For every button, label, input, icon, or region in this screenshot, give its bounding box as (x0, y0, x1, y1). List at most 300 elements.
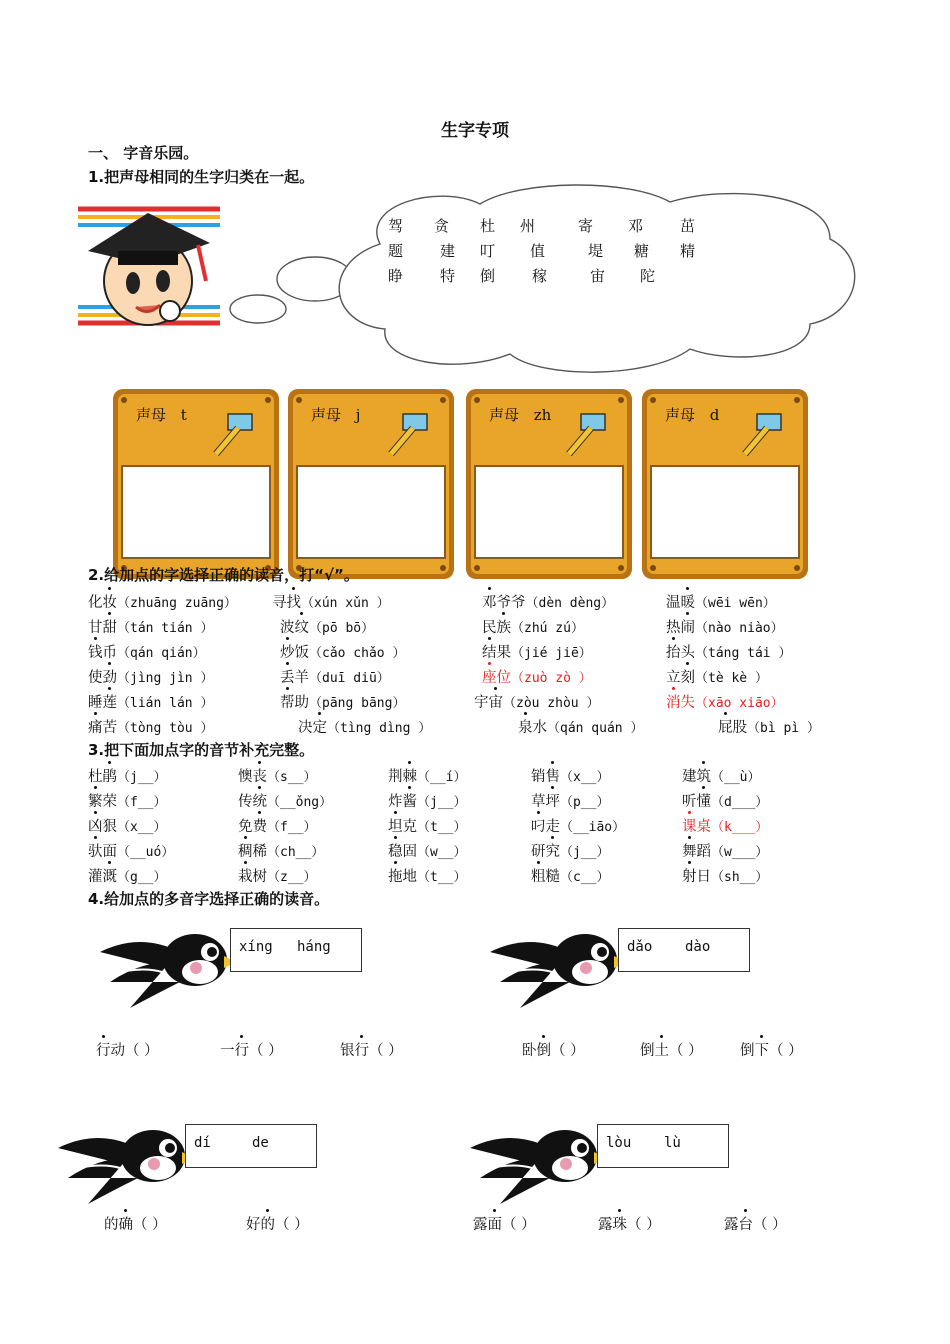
word-char: 暖 (681, 591, 696, 612)
word-char: 露 (598, 1217, 613, 1233)
syllable-item (238, 840, 324, 861)
char: 特 (440, 267, 456, 285)
word-char: 立 (666, 670, 681, 686)
word-char: 甜 (103, 616, 118, 637)
pinyin-choice[interactable]: （pō bō） (309, 621, 375, 636)
reading-item (666, 616, 784, 637)
polyphone-item[interactable] (640, 1039, 703, 1060)
word-char: 灌 (88, 869, 103, 885)
word-char: 研 (531, 844, 546, 860)
student-cartoon-icon (78, 203, 220, 329)
word-char: 走 (545, 819, 560, 835)
pinyin-choice[interactable]: （xāo xiāo） (695, 696, 784, 711)
word-char: 果 (496, 645, 511, 661)
word-char: 稀 (252, 844, 267, 860)
reading-item (718, 716, 820, 737)
answer-blank: （ ） (551, 1043, 585, 1059)
pinyin-choice[interactable]: （__ù） (711, 770, 761, 785)
word-char: 坦 (388, 815, 403, 836)
reading-item (280, 666, 390, 687)
reading-item (272, 591, 390, 612)
syllable-item (531, 765, 609, 786)
char: 建 (440, 242, 456, 260)
question-3-heading: 3.把下面加点字的音节补充完整。 (88, 741, 315, 759)
pinyin-choice[interactable]: （duī diū） (309, 671, 390, 686)
answer-blank: （ ） (769, 1043, 803, 1059)
word-char: 行 (235, 1039, 250, 1060)
word-char: 好 (246, 1217, 261, 1233)
answer-blank: （ ） (753, 1217, 787, 1233)
board-initial: zh (529, 406, 552, 424)
pinyin-choice[interactable]: （j__） (117, 770, 167, 785)
reading-item (280, 641, 405, 662)
word-char: 劲 (103, 666, 118, 687)
word-char: 帮 (280, 691, 295, 712)
word-char: 助 (294, 695, 309, 711)
polyphone-item[interactable] (220, 1039, 283, 1060)
board-label-text: 声母 (136, 406, 167, 424)
word-char: 倒 (537, 1039, 552, 1060)
word-char: 饭 (294, 645, 309, 661)
char: 堤 (588, 242, 604, 260)
pinyin-options-box (230, 928, 362, 972)
syllable-item (88, 840, 174, 861)
word-char: 寻 (272, 595, 287, 611)
word-char: 纹 (295, 616, 310, 637)
cloud-row-2 (388, 240, 695, 261)
word-char: 坪 (546, 790, 561, 811)
reading-item (280, 691, 405, 712)
swallow-icon (100, 922, 240, 1016)
board-label (665, 404, 719, 425)
pinyin-choice[interactable]: （c__） (560, 870, 610, 885)
answer-box[interactable] (652, 468, 798, 556)
pinyin-choice[interactable]: （x__） (560, 770, 610, 785)
syllable-item (531, 790, 609, 811)
syllable-item (238, 790, 332, 811)
word-char: 杜 (88, 769, 103, 785)
word-char: 使 (88, 670, 103, 686)
word-char: 的 (104, 1217, 119, 1233)
initial-board (112, 388, 278, 578)
word-char: 找 (287, 591, 302, 612)
pinyin-choice[interactable]: （tán tián ） (117, 621, 214, 636)
syllable-item (531, 815, 625, 836)
pinyin-choice[interactable]: （táng tái ） (695, 646, 792, 661)
word-char: 日 (696, 869, 711, 885)
pinyin-choice[interactable]: （tìng dìng ） (327, 721, 432, 736)
syllable-item (682, 840, 768, 861)
word-char: 屁 (718, 716, 733, 737)
pinyin-choice[interactable]: （bì pì ） (747, 721, 820, 736)
word-char: 驮 (88, 840, 103, 861)
polyphone-item[interactable] (522, 1039, 585, 1060)
pinyin-choice[interactable]: （g__） (117, 870, 167, 885)
word-char: 的 (261, 1213, 276, 1234)
word-char: 粗 (531, 865, 546, 886)
word-char: 爷爷 (496, 595, 526, 611)
pinyin-option: lòu (606, 1135, 632, 1151)
reading-item (280, 616, 374, 637)
char: 杜 (480, 217, 496, 235)
pinyin-options-box (618, 928, 750, 972)
answer-blank: （ ） (669, 1043, 703, 1059)
word-char: 结 (482, 641, 497, 662)
initial-board (287, 388, 453, 578)
word-char: 拖 (388, 865, 403, 886)
char: 叮 (480, 242, 496, 260)
polyphone-item[interactable] (104, 1213, 167, 1234)
char: 陀 (640, 267, 656, 285)
reading-item (474, 691, 599, 712)
pinyin-choice[interactable]: （__uó） (117, 845, 175, 860)
word-char: 币 (102, 645, 117, 661)
word-char: 定 (313, 716, 328, 737)
pinyin-option: lù (664, 1135, 681, 1151)
word-char: 栽 (238, 865, 253, 886)
pinyin-choice[interactable]: （sh__） (711, 870, 769, 885)
word-char: 固 (402, 844, 417, 860)
word-char: 草 (531, 794, 546, 810)
word-char: 荣 (102, 794, 117, 810)
word-char: 凶 (88, 815, 103, 836)
char: 题 (388, 242, 404, 260)
char: 驾 (388, 217, 404, 235)
reading-item (88, 591, 237, 612)
char: 茁 (680, 217, 696, 235)
word-char: 决 (298, 720, 313, 736)
syllable-item (682, 765, 760, 786)
word-char: 闹 (681, 616, 696, 637)
char: 糖 (634, 242, 650, 260)
word-char: 露 (724, 1217, 739, 1233)
pinyin-choice[interactable]: （pāng bāng） (309, 696, 406, 711)
pinyin-choice[interactable]: （z__） (267, 870, 317, 885)
reading-item (482, 591, 614, 612)
word-char: 头 (680, 645, 695, 661)
word-char: 苦 (102, 720, 117, 736)
reading-item (88, 716, 213, 737)
syllable-item (88, 790, 166, 811)
word-char: 筑 (697, 765, 712, 786)
board-initial: t (176, 406, 187, 424)
answer-blank: （ ） (275, 1217, 309, 1233)
word-char: 族 (497, 616, 512, 637)
pinyin-choice[interactable]: （s__） (267, 770, 317, 785)
char: 寄 (578, 217, 594, 235)
pinyin-choice[interactable]: （lián lán ） (117, 696, 214, 711)
word-char: 狠 (102, 819, 117, 835)
word-char: 射 (682, 865, 697, 886)
pinyin-choice[interactable]: （dèn dèng） (525, 596, 615, 611)
word-char: 痛 (88, 716, 103, 737)
pinyin-option: de (252, 1135, 269, 1151)
word-char: 宙 (489, 691, 504, 712)
pinyin-choice[interactable]: （j__） (560, 845, 610, 860)
word-char: 售 (546, 765, 561, 786)
question-1-heading: 1.把声母相同的生字归类在一起。 (88, 168, 315, 186)
word-char: 免 (238, 819, 253, 835)
word-char: 钱 (88, 641, 103, 662)
answer-box[interactable] (298, 468, 444, 556)
swallow-icon (490, 922, 630, 1016)
word-char: 行 (355, 1039, 370, 1060)
reading-item (88, 641, 206, 662)
pinyin-choice[interactable]: （w___） (711, 845, 769, 860)
polyphone-item[interactable] (598, 1213, 661, 1234)
char: 宙 (590, 267, 606, 285)
word-char: 传 (238, 794, 253, 810)
word-char: 温 (666, 595, 681, 611)
pinyin-choice[interactable]: （p__） (560, 795, 610, 810)
word-char: 一 (220, 1043, 235, 1059)
reading-item (88, 616, 213, 637)
word-char: 银 (340, 1043, 355, 1059)
char: 州 (520, 217, 536, 235)
initial-board (641, 388, 807, 578)
word-char: 宇 (474, 695, 489, 711)
word-char: 失 (680, 695, 695, 711)
reading-item (482, 666, 592, 687)
pinyin-choice[interactable]: （tè kè ） (695, 671, 768, 686)
word-char: 炒 (280, 641, 295, 662)
reading-item (666, 666, 768, 687)
reading-item (88, 691, 213, 712)
word-char: 邓 (482, 591, 497, 612)
word-char: 动 (110, 1043, 125, 1059)
pinyin-choice[interactable]: （t__） (417, 870, 467, 885)
word-char: 懂 (697, 790, 712, 811)
pinyin-choice[interactable]: （cǎo chǎo ） (309, 646, 406, 661)
word-char: 行 (96, 1039, 111, 1060)
polyphone-item[interactable] (724, 1213, 787, 1234)
board-label (311, 404, 360, 425)
syllable-item (88, 865, 166, 886)
reading-item (518, 716, 643, 737)
char: 倒 (480, 267, 496, 285)
pinyin-choice[interactable]: （wēi wēn） (695, 596, 776, 611)
word-char: 克 (402, 819, 417, 835)
syllable-item (238, 865, 316, 886)
word-char: 刻 (681, 666, 696, 687)
reading-item (666, 591, 776, 612)
syllable-item (682, 865, 768, 886)
board-label (489, 404, 551, 425)
word-char: 棘 (403, 765, 418, 786)
pinyin-choice[interactable]: （zhuāng zuāng） (117, 596, 237, 611)
pinyin-choice[interactable]: （zòu zhòu ） (503, 696, 600, 711)
question-4-heading: 4.给加点的多音字选择正确的读音。 (88, 890, 330, 908)
word-char: 蹈 (696, 844, 711, 860)
pinyin-choice[interactable]: （k___） (711, 820, 769, 835)
answer-blank: （ ） (249, 1043, 283, 1059)
pinyin-choice[interactable]: （zuò zò ） (511, 671, 592, 686)
char: 睁 (388, 267, 404, 285)
word-char: 泉 (518, 716, 533, 737)
char: 精 (680, 242, 696, 260)
char: 值 (530, 242, 546, 260)
syllable-item (531, 865, 609, 886)
word-char: 倒 (740, 1043, 755, 1059)
word-char: 座 (482, 666, 497, 687)
word-char: 稳 (388, 840, 403, 861)
answer-blank: （ ） (369, 1043, 403, 1059)
word-char: 股 (732, 720, 747, 736)
answer-blank: （ ） (133, 1217, 167, 1233)
pinyin-options-box (185, 1124, 317, 1168)
board-label-text: 声母 (311, 406, 342, 424)
answer-box[interactable] (123, 468, 269, 556)
word-char: 统 (253, 790, 268, 811)
reading-item (298, 716, 431, 737)
pinyin-choice[interactable]: （tòng tòu ） (117, 721, 214, 736)
syllable-item (238, 815, 316, 836)
pinyin-choice[interactable]: （x__） (117, 820, 167, 835)
word-char: 土 (655, 1039, 670, 1060)
page-title: 生字专项 (441, 121, 509, 141)
pinyin-option: dǎo (627, 939, 653, 955)
pinyin-choice[interactable]: （qán qián） (117, 646, 206, 661)
reading-item (482, 616, 584, 637)
pinyin-choice[interactable]: （jié jiē） (511, 646, 592, 661)
syllable-item (682, 815, 768, 836)
word-char: 建 (682, 769, 697, 785)
word-char: 听 (682, 794, 697, 810)
question-2-heading: 2.给加点的字选择正确的读音，打“√”。 (88, 566, 359, 584)
word-char: 树 (252, 869, 267, 885)
pinyin-choice[interactable]: （f__） (267, 820, 317, 835)
word-char: 糙 (545, 869, 560, 885)
section-heading: 一、 字音乐园。 (88, 144, 199, 162)
word-char: 波 (280, 620, 295, 636)
pinyin-option: dí (194, 1135, 211, 1151)
reading-item (666, 691, 784, 712)
word-char: 地 (402, 869, 417, 885)
word-char: 溉 (103, 865, 118, 886)
syllable-item (388, 865, 466, 886)
word-char: 丢 (280, 666, 295, 687)
board-label (136, 404, 187, 425)
char: 邓 (628, 217, 644, 235)
char: 贪 (434, 217, 450, 235)
pinyin-choice[interactable]: （jìng jìn ） (117, 671, 214, 686)
cloud-row-3 (388, 265, 655, 286)
word-char: 丧 (253, 765, 268, 786)
pinyin-option: háng (297, 939, 331, 955)
board-label-text: 声母 (665, 406, 696, 424)
answer-blank: （ ） (125, 1043, 159, 1059)
swallow-icon (470, 1118, 610, 1212)
syllable-item (88, 765, 166, 786)
pinyin-choice[interactable]: （xún xǔn ） (301, 596, 390, 611)
syllable-item (531, 840, 609, 861)
pinyin-choice[interactable]: （__iāo） (560, 820, 626, 835)
word-char: 抬 (666, 641, 681, 662)
board-initial: d (705, 406, 720, 424)
word-char: 倒 (640, 1043, 655, 1059)
cloud-row-1 (388, 215, 695, 236)
pinyin-options-box (597, 1124, 729, 1168)
polyphone-item[interactable] (473, 1213, 536, 1234)
answer-box[interactable] (476, 468, 622, 556)
word-char: 究 (546, 840, 561, 861)
word-char: 懊 (238, 769, 253, 785)
word-char: 莲 (103, 691, 118, 712)
word-char: 桌 (696, 819, 711, 835)
pinyin-choice[interactable]: （__ǒng） (267, 795, 333, 810)
pinyin-choice[interactable]: （qán quán ） (547, 721, 644, 736)
syllable-item (88, 815, 166, 836)
pinyin-choice[interactable]: （nào niào） (695, 621, 784, 636)
word-char: 露 (473, 1217, 488, 1233)
word-char: 舞 (682, 840, 697, 861)
word-char: 卧 (522, 1043, 537, 1059)
word-char: 稠 (238, 840, 253, 861)
word-char: 炸 (388, 794, 403, 810)
syllable-item (388, 790, 466, 811)
word-char: 下 (755, 1039, 770, 1060)
polyphone-item[interactable] (740, 1039, 803, 1060)
word-char: 民 (482, 620, 497, 636)
pinyin-option: xíng (239, 939, 273, 955)
syllable-item (388, 765, 466, 786)
pinyin-choice[interactable]: （f__） (117, 795, 167, 810)
word-char: 销 (531, 769, 546, 785)
polyphone-item[interactable] (246, 1213, 309, 1234)
word-char: 妆 (103, 591, 118, 612)
word-char: 费 (253, 815, 268, 836)
word-char: 睡 (88, 695, 103, 711)
answer-blank: （ ） (502, 1217, 536, 1233)
word-char: 珠 (613, 1213, 628, 1234)
word-char: 水 (532, 720, 547, 736)
polyphone-item[interactable] (96, 1039, 159, 1060)
pinyin-choice[interactable]: （w__） (417, 845, 467, 860)
pinyin-choice[interactable]: （t__） (417, 820, 467, 835)
word-char: 繁 (88, 790, 103, 811)
word-char: 羊 (294, 670, 309, 686)
board-initial: j (351, 406, 361, 424)
pinyin-choice[interactable]: （ch__） (267, 845, 325, 860)
polyphone-item[interactable] (340, 1039, 403, 1060)
reading-item (666, 641, 791, 662)
word-char: 课 (682, 815, 697, 836)
word-char: 甘 (88, 620, 103, 636)
syllable-item (388, 815, 466, 836)
swallow-icon (58, 1118, 198, 1212)
pinyin-choice[interactable]: （d___） (711, 795, 769, 810)
pinyin-choice[interactable]: （j__） (417, 795, 467, 810)
word-char: 消 (666, 691, 681, 712)
word-char: 叼 (531, 815, 546, 836)
word-char: 确 (119, 1213, 134, 1234)
pinyin-choice[interactable]: （zhú zú） (511, 621, 584, 636)
word-char: 酱 (403, 790, 418, 811)
syllable-item (388, 840, 466, 861)
reading-item (88, 666, 213, 687)
syllable-item (238, 765, 316, 786)
char: 稼 (532, 267, 548, 285)
word-char: 位 (496, 670, 511, 686)
syllable-item (682, 790, 768, 811)
pinyin-choice[interactable]: （__í） (417, 770, 467, 785)
word-char: 鹃 (103, 765, 118, 786)
word-char: 面 (102, 844, 117, 860)
word-char: 热 (666, 620, 681, 636)
word-char: 面 (488, 1213, 503, 1234)
word-char: 化 (88, 595, 103, 611)
word-char: 台 (739, 1213, 754, 1234)
